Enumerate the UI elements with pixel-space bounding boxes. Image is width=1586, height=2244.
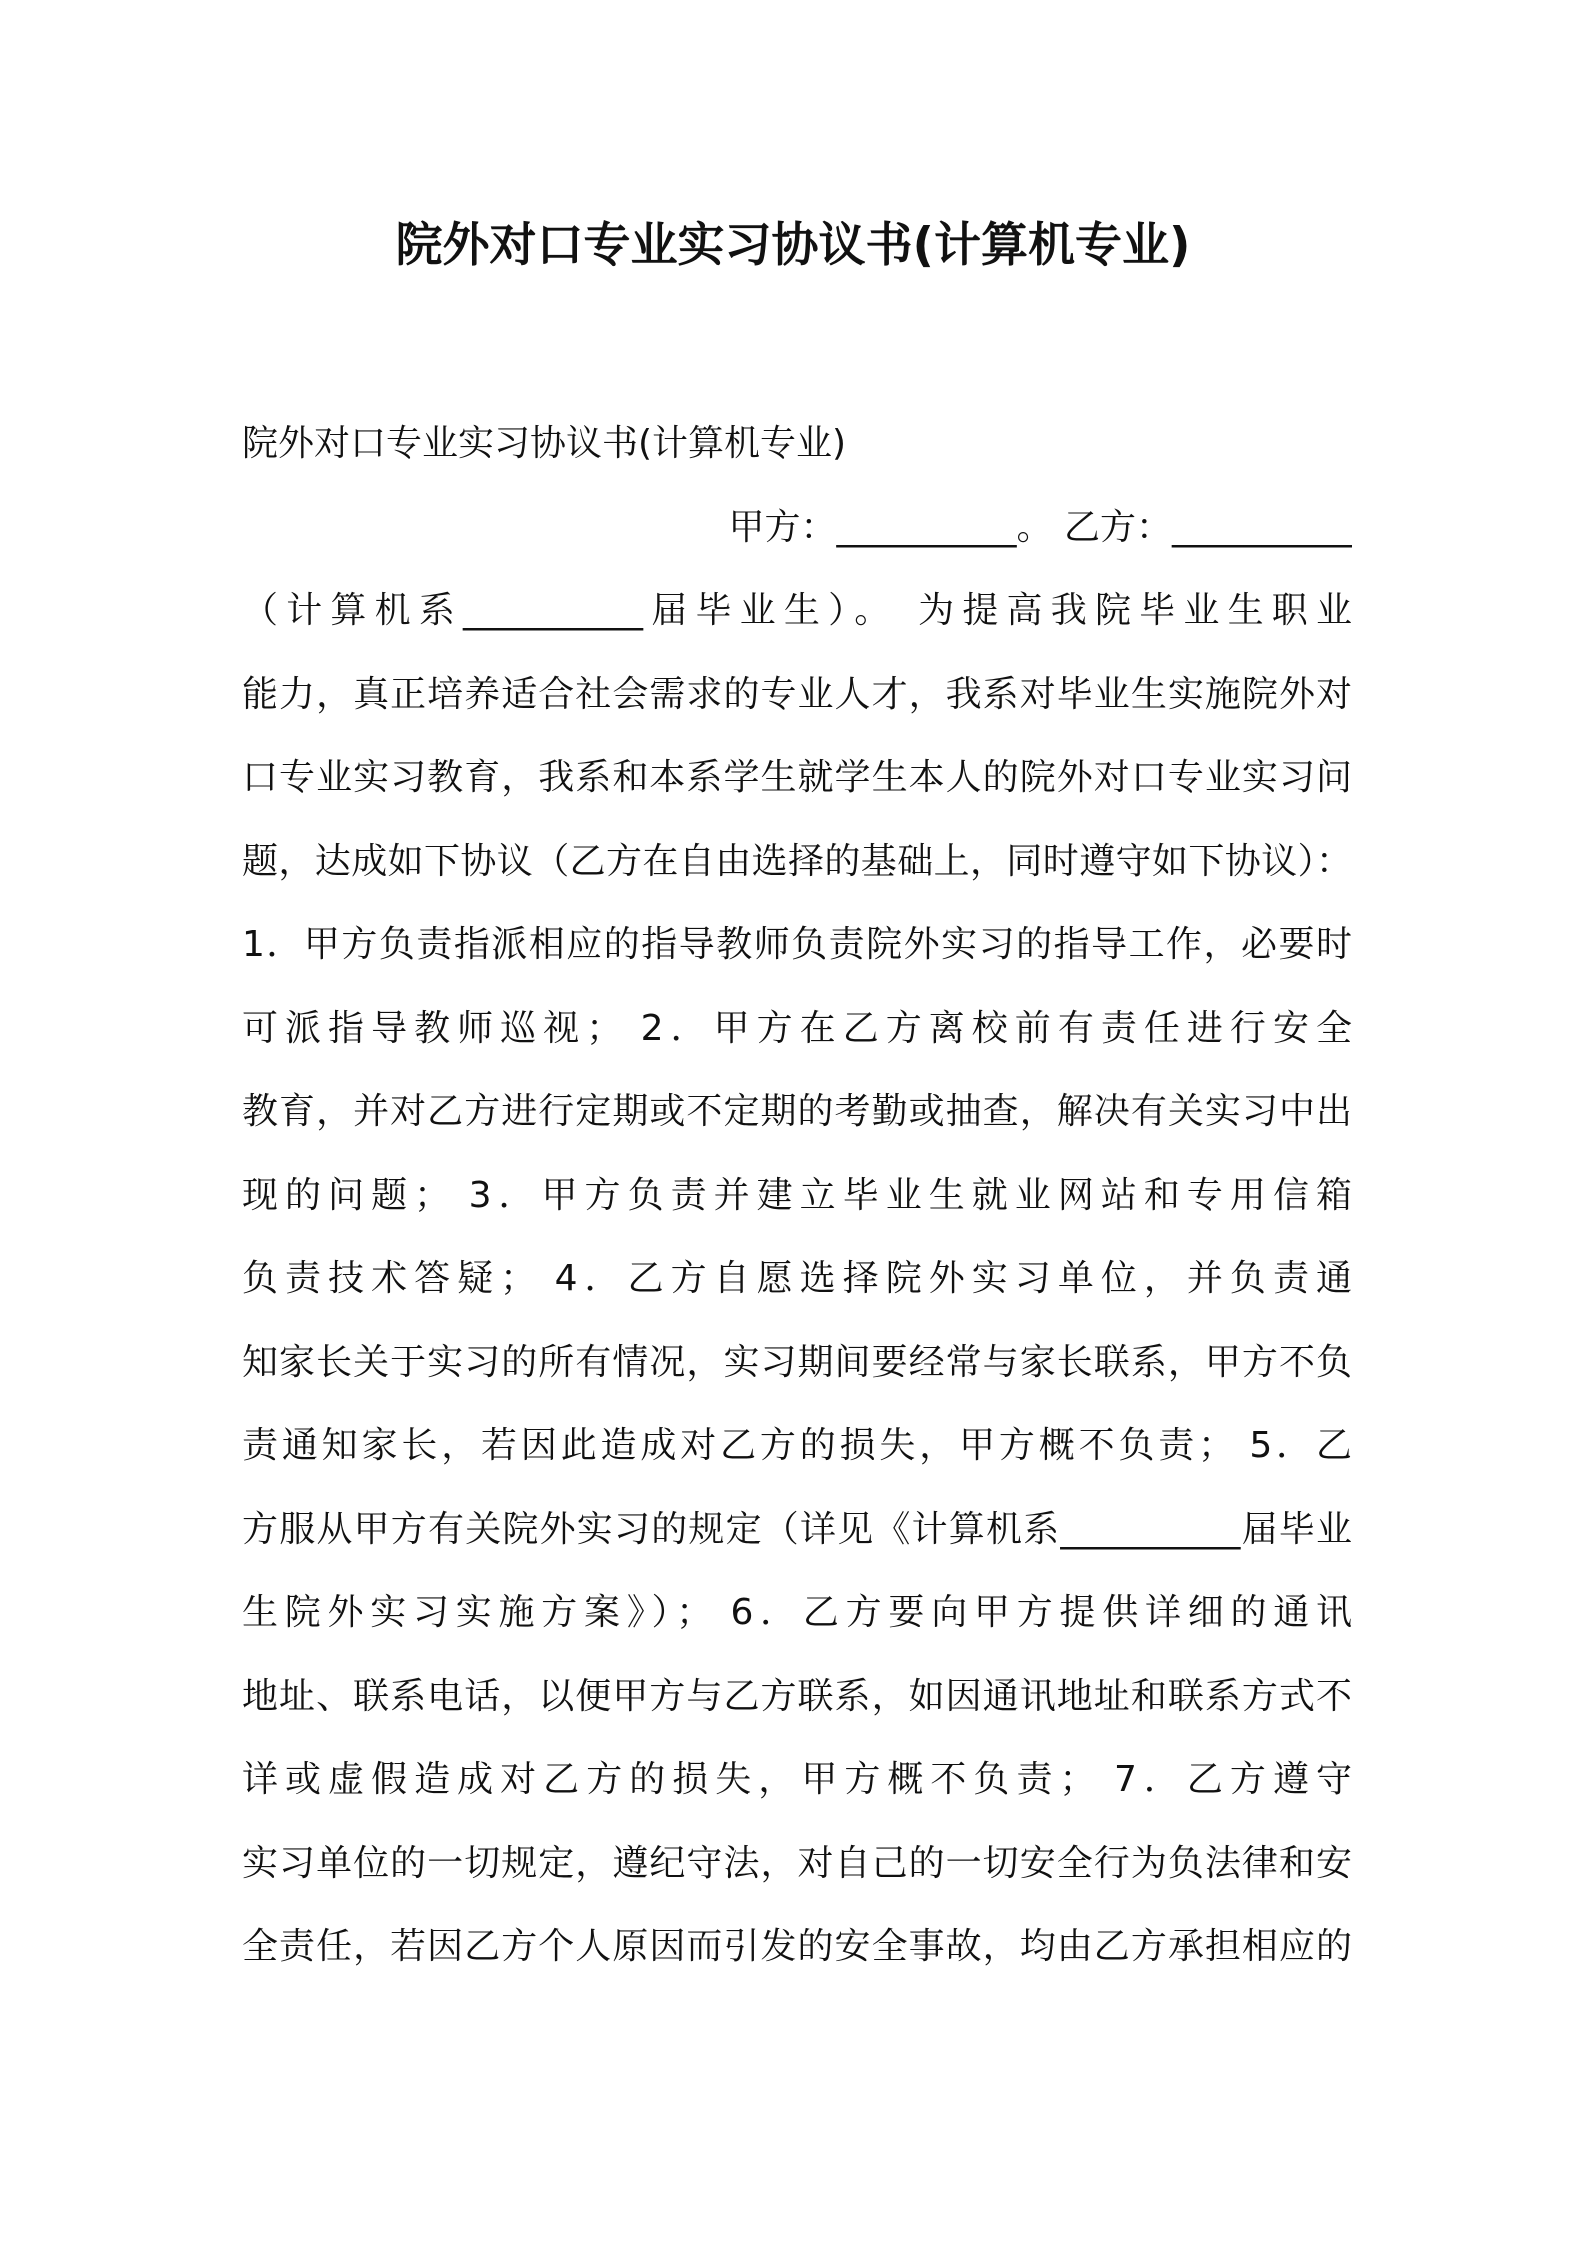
document-body [242,402,1352,1989]
body-line-subtitle: 院外对口专业实习协议书(计算机专业) [242,423,847,464]
body-line: 全责任，若因乙方个人原因而引发的安全事故，均由乙方承担相应的 [242,1926,1352,1967]
body-line: 地址、联系电话，以便甲方与乙方联系，如因通讯地址和联系方式不 [242,1675,1352,1717]
body-line: 题，达成如下协议（乙方在自由选择的基础上，同时遵守如下协议）： [242,840,1352,882]
document-title: 院外对口专业实习协议书(计算机专业) [395,218,1191,273]
body-line-parties: 甲方：__________。 乙方：__________ [728,506,1352,548]
body-line: 1．甲方负责指派相应的指导教师负责院外实习的指导工作，必要时 [242,924,1352,965]
body-line: 口专业实习教育，我系和本系学生就学生本人的院外对口专业实习问 [242,757,1352,798]
body-line: 教育，并对乙方进行定期或不定期的考勤或抽查，解决有关实习中出 [242,1091,1352,1132]
body-line: 责通知家长，若因此造成对乙方的损失，甲方概不负责； 5．乙 [242,1425,1352,1466]
body-line: 可派指导教师巡视； 2．甲方在乙方离校前有责任进行安全 [242,1007,1352,1049]
body-line: 生院外实习实施方案》）； 6．乙方要向甲方提供详细的通讯 [242,1592,1352,1633]
body-line: 详或虚假造成对乙方的损失，甲方概不负责； 7．乙方遵守 [242,1759,1352,1800]
body-line: 负责技术答疑； 4．乙方自愿选择院外实习单位，并负责通 [242,1258,1352,1299]
body-line: 知家长关于实习的所有情况，实习期间要经常与家长联系，甲方不负 [242,1341,1352,1383]
body-line: 现的问题； 3．甲方负责并建立毕业生就业网站和专用信箱 [242,1174,1352,1216]
body-line: 实习单位的一切规定，遵纪守法，对自己的一切安全行为负法律和安 [242,1842,1352,1884]
body-line: （计算机系__________届毕业生）。 为提高我院毕业生职业 [242,590,1352,631]
body-line: 方服从甲方有关院外实习的规定（详见《计算机系__________届毕业 [242,1508,1352,1550]
body-line: 能力，真正培养适合社会需求的专业人才，我系对毕业生实施院外对 [242,673,1352,715]
